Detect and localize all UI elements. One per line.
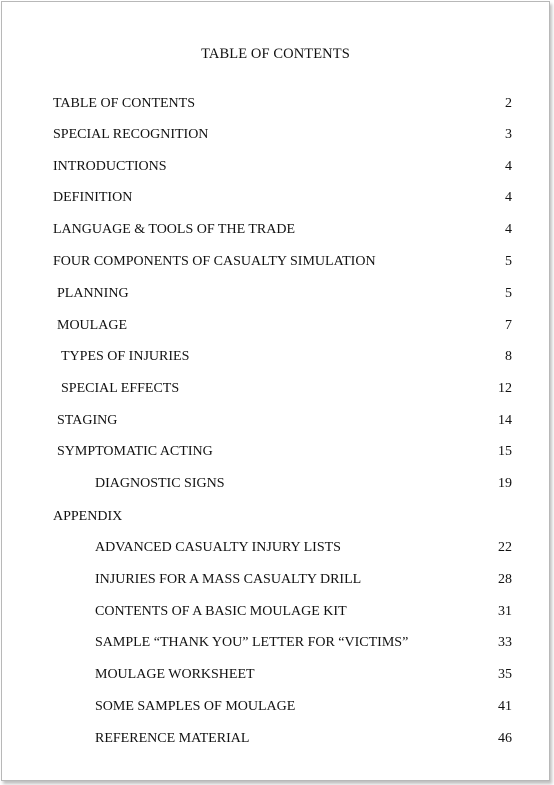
toc-entry (2, 95, 549, 113)
toc-entry (2, 412, 549, 430)
toc-entry-page-number: 14 (498, 413, 512, 428)
toc-entry-page-number: 41 (498, 699, 512, 714)
toc-entry (2, 443, 549, 461)
toc-entry-page-number: 46 (498, 731, 512, 746)
toc-entry (2, 189, 549, 207)
toc-entry-label: FOUR COMPONENTS OF CASUALTY SIMULATION (53, 254, 376, 269)
page-title: TABLE OF CONTENTS (201, 46, 350, 62)
toc-entry (2, 730, 549, 748)
toc-entry-label: MOULAGE (57, 318, 127, 333)
toc-entry-page-number: 4 (505, 159, 512, 174)
toc-entry (2, 539, 549, 557)
toc-entry-label: CONTENTS OF A BASIC MOULAGE KIT (95, 604, 347, 619)
toc-entry (2, 221, 549, 239)
toc-entry-label: SPECIAL EFFECTS (61, 381, 180, 396)
toc-entry (2, 253, 549, 271)
toc-entry-label: TABLE OF CONTENTS (53, 96, 195, 111)
toc-entry-page-number: 35 (498, 667, 512, 682)
toc-entry-page-number: 4 (505, 190, 512, 205)
toc-entry-page-number: 22 (498, 540, 512, 555)
toc-entry-label: DIAGNOSTIC SIGNS (95, 476, 225, 491)
toc-entry (2, 285, 549, 303)
toc-entry-page-number: 28 (498, 572, 512, 587)
toc-entry-label: SYMPTOMATIC ACTING (57, 444, 213, 459)
toc-entry (2, 603, 549, 621)
toc-entry-label: LANGUAGE & TOOLS OF THE TRADE (53, 222, 296, 237)
toc-entry (2, 698, 549, 716)
toc-entry-page-number: 33 (498, 635, 512, 650)
toc-entry-page-number: 8 (505, 349, 512, 364)
toc-entry-label: INJURIES FOR A MASS CASUALTY DRILL (95, 572, 362, 587)
toc-entry-label: SPECIAL RECOGNITION (53, 127, 209, 142)
toc-entry-page-number: 5 (505, 286, 512, 301)
toc-entry-page-number: 12 (498, 381, 512, 396)
toc-entry-page-number: 2 (505, 96, 512, 111)
toc-entry-page-number: 31 (498, 604, 512, 619)
toc-entry (2, 475, 549, 493)
toc-entry (2, 666, 549, 684)
toc-entry-label: MOULAGE WORKSHEET (95, 667, 255, 682)
toc-entry-label: SAMPLE “THANK YOU” LETTER FOR “VICTIMS” (95, 635, 409, 650)
toc-entry-label: APPENDIX (53, 509, 123, 524)
toc-entry-label: ADVANCED CASUALTY INJURY LISTS (95, 540, 341, 555)
toc-entry-page-number: 3 (505, 127, 512, 142)
toc-entry-label: PLANNING (57, 286, 129, 301)
toc-entry-label: DEFINITION (53, 190, 133, 205)
toc-entry (2, 348, 549, 366)
toc-entry (2, 380, 549, 398)
toc-entry-page-number: 5 (505, 254, 512, 269)
toc-entry-page-number: 15 (498, 444, 512, 459)
toc-entry-label: TYPES OF INJURIES (61, 349, 190, 364)
toc-entry (2, 508, 549, 526)
toc-entry (2, 158, 549, 176)
toc-entry (2, 317, 549, 335)
toc-entry-page-number: 7 (505, 318, 512, 333)
toc-entry-label: INTRODUCTIONS (53, 159, 167, 174)
toc-entry-page-number: 4 (505, 222, 512, 237)
toc-entry (2, 126, 549, 144)
toc-entry (2, 634, 549, 652)
toc-entry (2, 571, 549, 589)
document-page (1, 1, 550, 781)
toc-entry-page-number: 19 (498, 476, 512, 491)
toc-entry-label: REFERENCE MATERIAL (95, 731, 250, 746)
toc-entry-label: STAGING (57, 413, 118, 428)
toc-entry-label: SOME SAMPLES OF MOULAGE (95, 699, 296, 714)
